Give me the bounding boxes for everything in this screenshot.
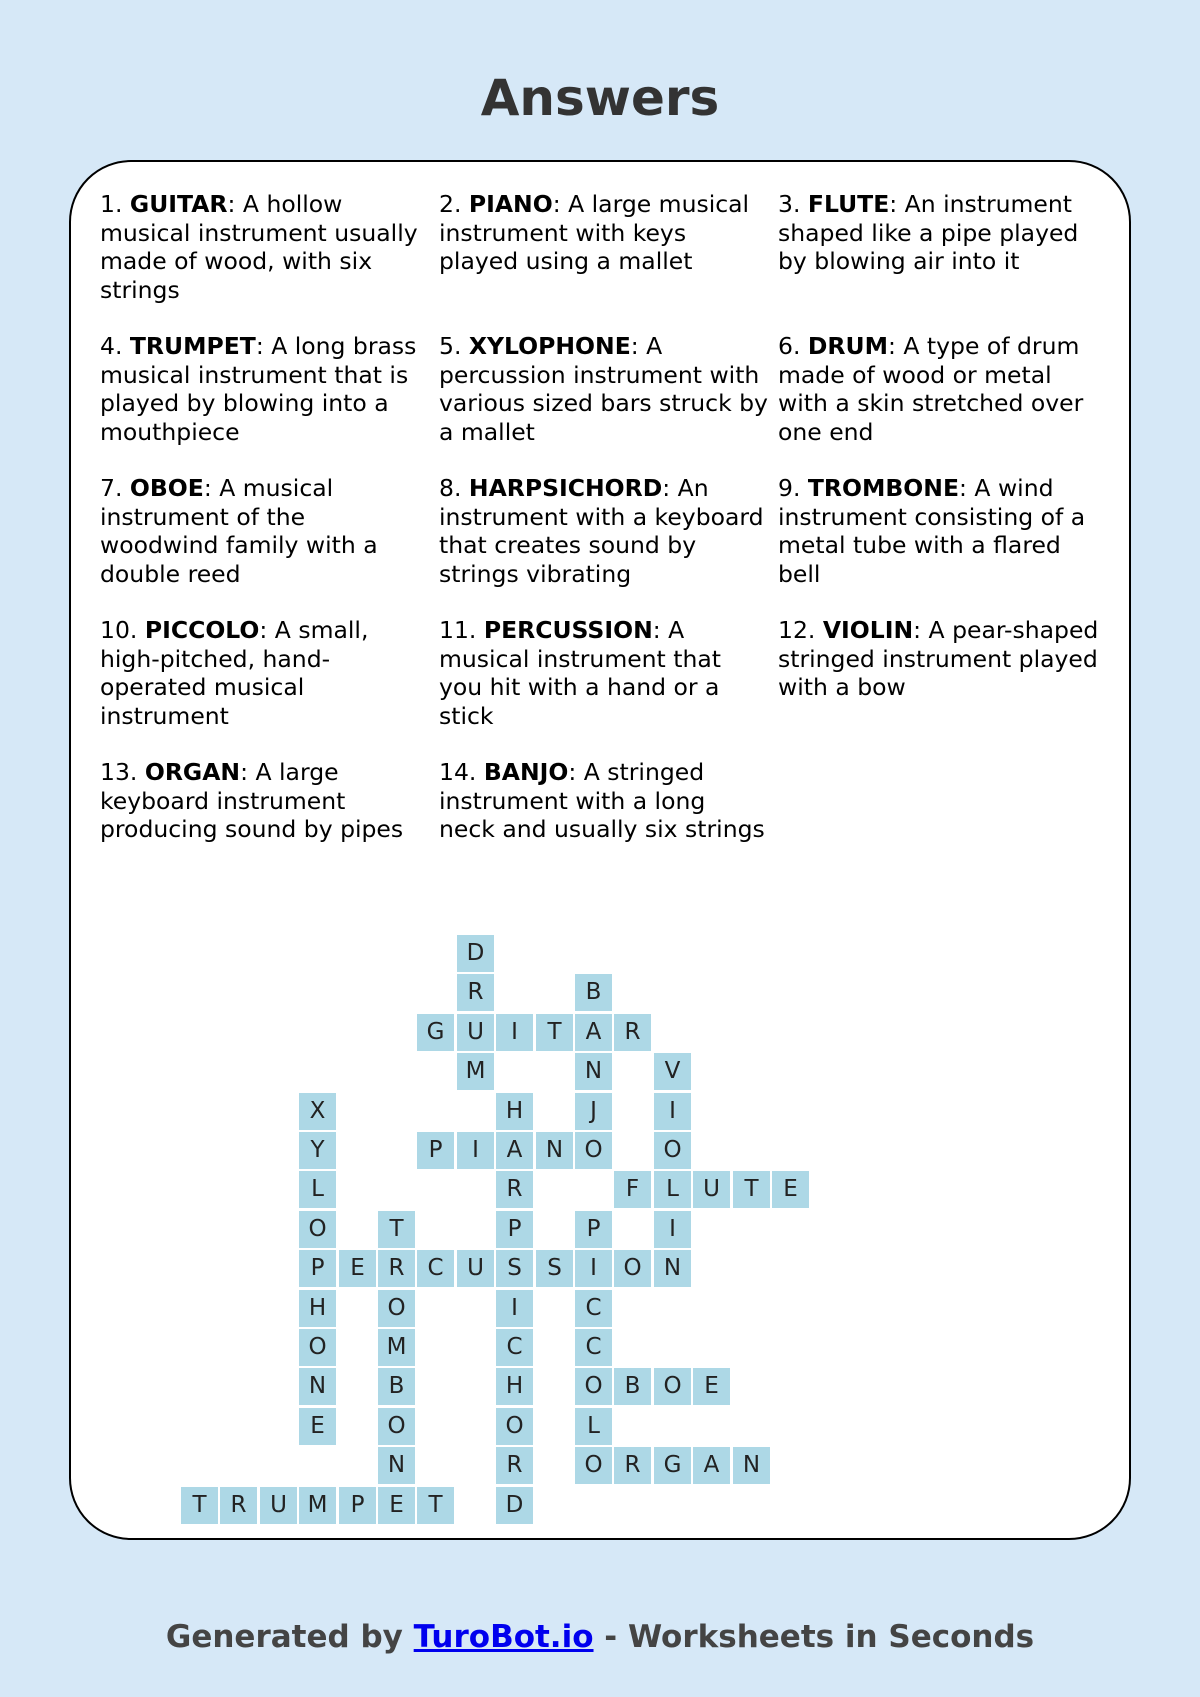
clue-item	[100, 332, 439, 446]
grid-cell: P	[496, 1211, 533, 1248]
grid-cell: E	[339, 1250, 376, 1287]
clue-item	[778, 616, 1110, 730]
grid-cell: P	[417, 1132, 454, 1169]
footer	[0, 1617, 1200, 1657]
clue-item	[439, 332, 778, 446]
footer-prefix: Generated by	[165, 1619, 414, 1655]
grid-cell: L	[299, 1171, 336, 1208]
grid-cell: R	[378, 1250, 415, 1287]
grid-cell: C	[575, 1290, 612, 1327]
clue-text: : A stringed instrument with a long neck and usually six strings	[439, 758, 765, 843]
footer-suffix: - Worksheets in Seconds	[593, 1619, 1035, 1655]
grid-cell: E	[693, 1368, 730, 1405]
clue-text: : A musical instrument of the woodwind family with a double reed	[100, 474, 378, 588]
clue-item	[439, 616, 778, 730]
grid-cell: A	[693, 1447, 730, 1484]
clue-item	[100, 616, 439, 730]
grid-cell: I	[496, 1290, 533, 1327]
clue-number: 13.	[100, 758, 138, 786]
clue-item	[439, 190, 778, 304]
grid-cell: C	[575, 1329, 612, 1366]
grid-cell: O	[575, 1132, 612, 1169]
clue-item	[778, 332, 1110, 446]
grid-cell: N	[575, 1053, 612, 1090]
grid-cell: R	[457, 974, 494, 1011]
grid-cell: S	[536, 1250, 573, 1287]
clue-number: 10.	[100, 616, 138, 644]
grid-cell: U	[693, 1171, 730, 1208]
clue-text: : A musical instrument that you hit with a hand or a stick	[439, 616, 721, 730]
grid-cell: I	[654, 1211, 691, 1248]
grid-cell: R	[496, 1171, 533, 1208]
grid-cell: A	[575, 1014, 612, 1051]
grid-cell: L	[654, 1171, 691, 1208]
clue-text: : A type of drum made of wood or metal with a skin stretched over one end	[778, 332, 1084, 446]
grid-cell: R	[496, 1447, 533, 1484]
clue-answer: ORGAN	[144, 758, 241, 786]
grid-cell: E	[772, 1171, 809, 1208]
grid-cell: N	[536, 1132, 573, 1169]
grid-cell: M	[457, 1053, 494, 1090]
clue-answer: PERCUSSION	[483, 616, 653, 644]
clue-text: : An instrument with a keyboard that creates sound by strings vibrating	[439, 474, 764, 588]
grid-cell: B	[378, 1368, 415, 1405]
clue-list	[100, 190, 1110, 844]
grid-cell: H	[496, 1368, 533, 1405]
grid-cell: U	[457, 1014, 494, 1051]
clue-answer: BANJO	[483, 758, 569, 786]
clue-text: : A large keyboard instrument producing sound by pipes	[100, 758, 404, 843]
grid-cell: C	[496, 1329, 533, 1366]
clue-number: 7.	[100, 474, 123, 502]
grid-cell: H	[299, 1290, 336, 1327]
grid-cell: R	[220, 1487, 257, 1524]
clue-number: 9.	[778, 474, 801, 502]
grid-cell: M	[299, 1487, 336, 1524]
grid-cell: X	[299, 1093, 336, 1130]
grid-cell: I	[457, 1132, 494, 1169]
clue-answer: XYLOPHONE	[468, 332, 631, 360]
grid-cell: J	[575, 1093, 612, 1130]
grid-cell: O	[378, 1290, 415, 1327]
grid-cell: P	[339, 1487, 376, 1524]
clue-number: 3.	[778, 190, 801, 218]
grid-cell: A	[496, 1132, 533, 1169]
grid-cell: O	[378, 1408, 415, 1445]
grid-cell: N	[654, 1250, 691, 1287]
grid-cell: T	[733, 1171, 770, 1208]
grid-cell: C	[417, 1250, 454, 1287]
grid-cell: O	[614, 1250, 651, 1287]
grid-cell: D	[496, 1487, 533, 1524]
clue-text: : A hollow musical instrument usually made of wood, with six strings	[100, 190, 418, 304]
grid-cell: N	[733, 1447, 770, 1484]
clue-text: : A large musical instrument with keys played using a mallet	[439, 190, 750, 275]
clue-answer: HARPSICHORD	[468, 474, 663, 502]
grid-cell: E	[378, 1487, 415, 1524]
page-title: Answers	[480, 69, 720, 127]
grid-cell: E	[299, 1408, 336, 1445]
grid-cell: R	[614, 1447, 651, 1484]
grid-cell: O	[299, 1211, 336, 1248]
clue-number: 2.	[439, 190, 462, 218]
grid-cell: T	[378, 1211, 415, 1248]
clue-text: : A small, high-pitched, hand-operated musical instrument	[100, 616, 369, 730]
grid-cell: T	[536, 1014, 573, 1051]
grid-cell: U	[260, 1487, 297, 1524]
clue-answer: VIOLIN	[822, 616, 914, 644]
clue-answer: TROMBONE	[807, 474, 960, 502]
clue-item	[778, 474, 1110, 588]
grid-cell: L	[575, 1408, 612, 1445]
grid-cell: T	[181, 1487, 218, 1524]
grid-cell: G	[417, 1014, 454, 1051]
grid-cell: V	[654, 1053, 691, 1090]
grid-cell: O	[299, 1329, 336, 1366]
grid-cell: B	[575, 974, 612, 1011]
clue-number: 11.	[439, 616, 477, 644]
grid-cell: D	[457, 935, 494, 972]
clue-item	[439, 758, 778, 844]
grid-cell: O	[654, 1132, 691, 1169]
grid-cell: H	[496, 1093, 533, 1130]
grid-cell: O	[575, 1447, 612, 1484]
clue-number: 14.	[439, 758, 477, 786]
clue-number: 6.	[778, 332, 801, 360]
clue-number: 12.	[778, 616, 816, 644]
grid-cell: F	[614, 1171, 651, 1208]
grid-cell: S	[496, 1250, 533, 1287]
clue-number: 5.	[439, 332, 462, 360]
clue-item	[778, 190, 1110, 304]
grid-cell: I	[575, 1250, 612, 1287]
clue-number: 1.	[100, 190, 123, 218]
clue-text: : A wind instrument consisting of a metal tube with a flared bell	[778, 474, 1086, 588]
clue-item	[100, 474, 439, 588]
clue-answer: PICCOLO	[144, 616, 260, 644]
grid-cell: T	[417, 1487, 454, 1524]
clue-text: : A percussion instrument with various sized bars struck by a mallet	[439, 332, 768, 446]
grid-cell: P	[299, 1250, 336, 1287]
grid-cell: R	[614, 1014, 651, 1051]
grid-cell: O	[496, 1408, 533, 1445]
grid-cell: N	[299, 1368, 336, 1405]
grid-cell: U	[457, 1250, 494, 1287]
grid-cell: N	[378, 1447, 415, 1484]
clue-number: 8.	[439, 474, 462, 502]
clue-answer: TRUMPET	[129, 332, 256, 360]
clue-answer: DRUM	[807, 332, 888, 360]
clue-text: : A long brass musical instrument that is played by blowing into a mouthpiece	[100, 332, 417, 446]
clue-number: 4.	[100, 332, 123, 360]
clue-item	[100, 758, 439, 844]
turobot-link[interactable]: TuroBot.io	[413, 1619, 594, 1655]
grid-cell: B	[614, 1368, 651, 1405]
grid-cell: O	[575, 1368, 612, 1405]
clue-answer: OBOE	[129, 474, 204, 502]
grid-cell: Y	[299, 1132, 336, 1169]
grid-cell: O	[654, 1368, 691, 1405]
clue-text: : An instrument shaped like a pipe played by blowing air into it	[778, 190, 1079, 275]
grid-cell: I	[654, 1093, 691, 1130]
clue-item	[439, 474, 778, 588]
clue-item	[100, 190, 439, 304]
clue-text: : A pear-shaped stringed instrument played with a bow	[778, 616, 1099, 701]
clue-answer: FLUTE	[807, 190, 890, 218]
clue-answer: GUITAR	[129, 190, 228, 218]
grid-cell: I	[496, 1014, 533, 1051]
grid-cell: P	[575, 1211, 612, 1248]
clue-answer: PIANO	[468, 190, 553, 218]
grid-cell: G	[654, 1447, 691, 1484]
grid-cell: M	[378, 1329, 415, 1366]
